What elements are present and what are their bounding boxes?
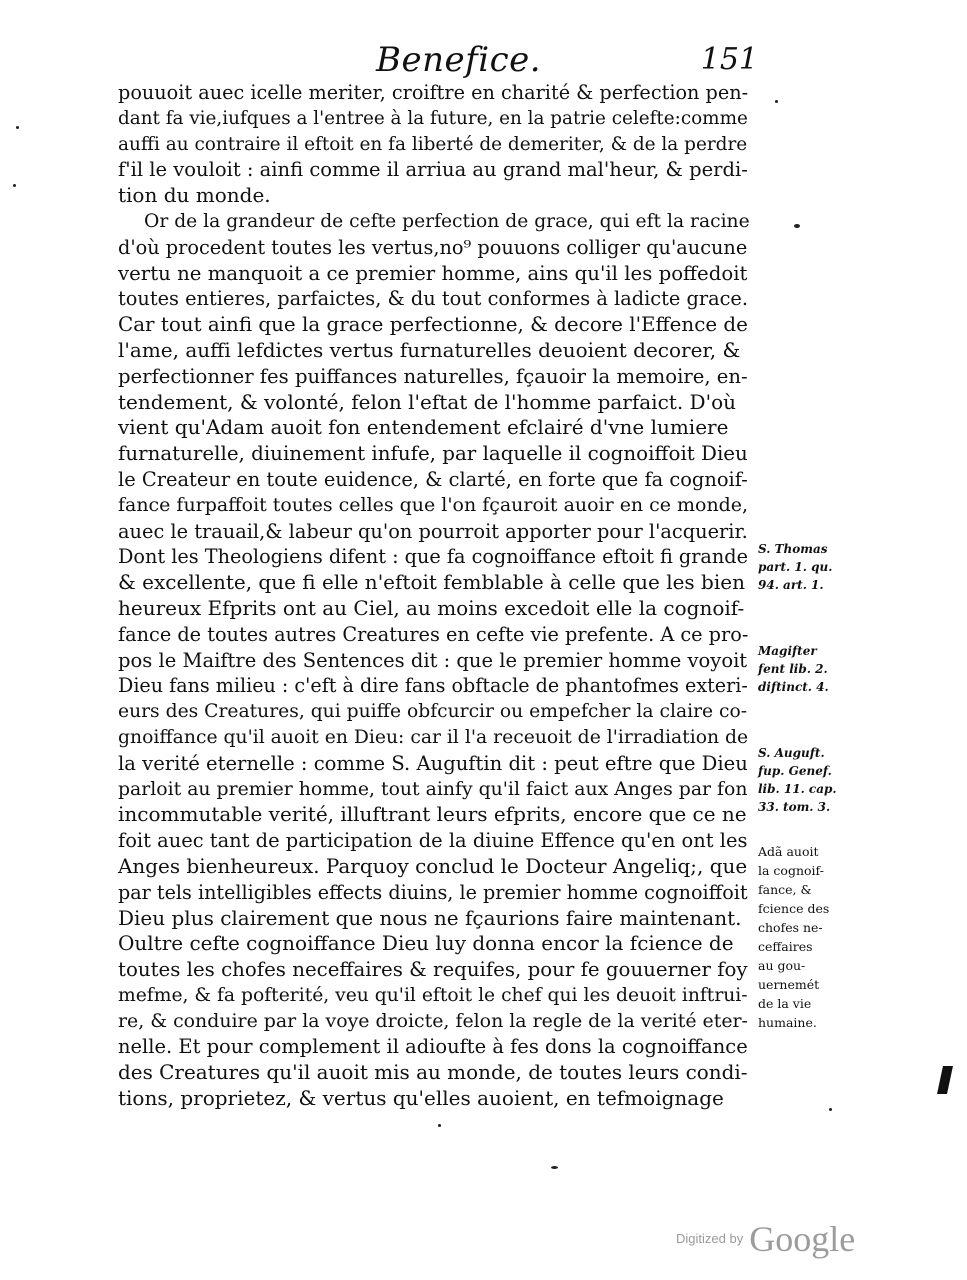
text-line: vertu ne manquoit a ce premier homme, ains qu'il les poffedoit bbox=[118, 261, 748, 285]
margin-note-line: ceffaires bbox=[758, 939, 813, 954]
margin-note-line: fcience des bbox=[758, 901, 830, 916]
watermark-brand: Google bbox=[749, 1219, 856, 1259]
text-line: Or de la grandeur de cefte perfection de grace, qui eft la racine bbox=[144, 210, 750, 232]
text-line: tendement, & volonté, felon l'eftat de l'homme parfaict. D'où bbox=[118, 389, 736, 414]
text-line: le Createur en toute euidence, & clarté, en forte que fa cognoif- bbox=[118, 467, 748, 491]
scan-speck bbox=[794, 224, 800, 228]
page-edge-mark bbox=[937, 1066, 953, 1094]
text-line: pos le Maiftre des Sentences dit : que le premier homme voyoit bbox=[118, 648, 748, 672]
margin-note-line: lib. 11. cap. bbox=[758, 782, 837, 796]
text-line: furnaturelle, diuinement infufe, par laquelle il cognoiffoit Dieu bbox=[118, 442, 748, 466]
margin-note bbox=[758, 744, 837, 816]
margin-note-line: fance, & bbox=[758, 882, 812, 897]
margin-note-line: de la vie bbox=[758, 996, 812, 1011]
text-line: Dieu fans milieu : c'eft à dire fans obftacle de phantofmes exteri- bbox=[118, 674, 748, 698]
margin-note-line: S. Auguft. bbox=[758, 746, 825, 760]
running-title: Benefice. bbox=[376, 40, 542, 80]
text-line: perfectionner fes puiffances naturelles, fçauoir la memoire, en- bbox=[118, 364, 748, 388]
text-line: vient qu'Adam auoit fon entendement efclairé d'vne lumiere bbox=[118, 415, 729, 440]
margin-note-line: humaine. bbox=[758, 1015, 817, 1030]
text-line: dant fa vie,iufques a l'entree à la future, en la patrie celefte:comme bbox=[118, 107, 748, 129]
text-line: d'où procedent toutes les vertus,no⁹ pouuons colliger qu'aucune bbox=[118, 235, 748, 259]
margin-note-line: 94. art. 1. bbox=[758, 578, 824, 592]
text-line: Dieu plus clairement que nous ne fçaurions faire maintenant. bbox=[118, 905, 742, 930]
margin-note-line: fent lib. 2. bbox=[758, 662, 828, 676]
page-header bbox=[118, 40, 758, 84]
text-line: parloit au premier homme, tout ainfy qu'il faict aux Anges par fon bbox=[118, 778, 748, 800]
watermark-prefix: Digitized by bbox=[676, 1231, 744, 1246]
scan-speck bbox=[438, 1124, 441, 1127]
margin-note-line: part. 1. qu. bbox=[758, 560, 833, 574]
margin-note bbox=[758, 540, 832, 594]
margin-note-line: 33. tom. 3. bbox=[758, 800, 831, 814]
text-line: fance de toutes autres Creatures en cefte vie prefente. A ce pro- bbox=[118, 622, 749, 646]
margin-note-line: au gou- bbox=[758, 958, 806, 973]
margin-note bbox=[758, 842, 829, 1032]
margin-note-line: Magifter bbox=[758, 644, 817, 658]
margin-note-line: Adã auoit bbox=[758, 844, 819, 859]
margin-note-line: chofes ne- bbox=[758, 920, 823, 935]
text-line: toutes entieres, parfaictes, & du tout conformes à ladicte grace. bbox=[118, 287, 748, 311]
text-line: Anges bienheureux. Parquoy conclud le Docteur Angeliq;, que bbox=[118, 853, 748, 878]
text-line: nelle. Et pour complement il adioufte à fes dons la cognoiffance bbox=[118, 1035, 748, 1059]
margin-note bbox=[758, 642, 829, 696]
text-line: par tels intelligibles effects diuins, le premier homme cognoiffoit bbox=[118, 880, 748, 904]
scan-speck bbox=[829, 1108, 832, 1111]
scan-speck bbox=[13, 184, 16, 187]
text-line: toutes les chofes neceffaires & requifes, pour fe gouuerner foy bbox=[118, 958, 748, 982]
text-line: incommutable verité, illuftrant leurs efprits, encore que ce ne bbox=[118, 802, 747, 827]
scan-speck bbox=[775, 100, 778, 103]
page-number: 151 bbox=[700, 42, 758, 77]
text-line: Dont les Theologiens difent : que fa cognoiffance eftoit fi grande bbox=[118, 545, 748, 569]
text-line: des Creatures qu'il auoit mis au monde, de toutes leurs condi- bbox=[118, 1060, 748, 1085]
text-line: mefme, & fa pofterité, veu qu'il eftoit le chef qui les deuoit inftrui- bbox=[118, 984, 748, 1006]
text-line: & excellente, que fi elle n'eftoit femblable à celle que les bien bbox=[118, 570, 745, 595]
body-text bbox=[118, 80, 748, 1112]
scan-speck bbox=[16, 126, 19, 129]
text-line: gnoiffance qu'il auoit en Dieu: car il l'a receuoit de l'irradiation de bbox=[118, 726, 749, 748]
margin-note-line: uernemét bbox=[758, 977, 820, 992]
text-line: la verité eternelle : comme S. Auguftin dit : peut eftre que Dieu bbox=[118, 751, 748, 775]
text-line: heureux Efprits ont au Ciel, au moins excedoit elle la cognoif- bbox=[118, 595, 745, 620]
text-line: re, & conduire par la voye droicte, felon la regle de la verité eter- bbox=[118, 1009, 748, 1032]
margin-note-line: la cognoif- bbox=[758, 863, 824, 878]
text-line: l'ame, auffi lefdictes vertus furnaturelles deuoient decorer, & bbox=[118, 337, 741, 362]
text-line: fance furpaffoit toutes celles que l'on fçauroit auoir en ce monde, bbox=[118, 493, 749, 516]
text-line: f'il le vouloit : ainfi comme il arriua au grand mal'heur, & perdi- bbox=[118, 158, 748, 182]
margin-note-line: diftinct. 4. bbox=[758, 680, 829, 694]
text-line: foit auec tant de participation de la diuine Effence qu'en ont les bbox=[118, 829, 748, 853]
text-line: eurs des Creatures, qui puiffe obfcurcir ou empefcher la claire co- bbox=[118, 701, 748, 723]
text-line: Oultre cefte cognoiffance Dieu luy donna encor la fcience de bbox=[118, 931, 734, 956]
text-line: Car tout ainfi que la grace perfectionne, & decore l'Effence de bbox=[118, 313, 748, 337]
text-line: auffi au contraire il eftoit en fa liberté de demeriter, & de la perdre bbox=[118, 133, 748, 155]
text-line: auec le trauail,& labeur qu'on pourroit apporter pour l'acquerir. bbox=[118, 519, 748, 543]
text-line: tion du monde. bbox=[118, 183, 271, 208]
margin-note-line: fup. Genef. bbox=[758, 764, 832, 778]
digitized-watermark bbox=[676, 1218, 855, 1258]
scan-speck bbox=[551, 1166, 558, 1169]
text-line: pouuoit auec icelle meriter, croiftre en charité & perfection pen- bbox=[118, 81, 749, 104]
text-line: tions, proprietez, & vertus qu'elles auoient, en tefmoignage bbox=[118, 1086, 724, 1111]
margin-note-line: S. Thomas bbox=[758, 542, 828, 556]
